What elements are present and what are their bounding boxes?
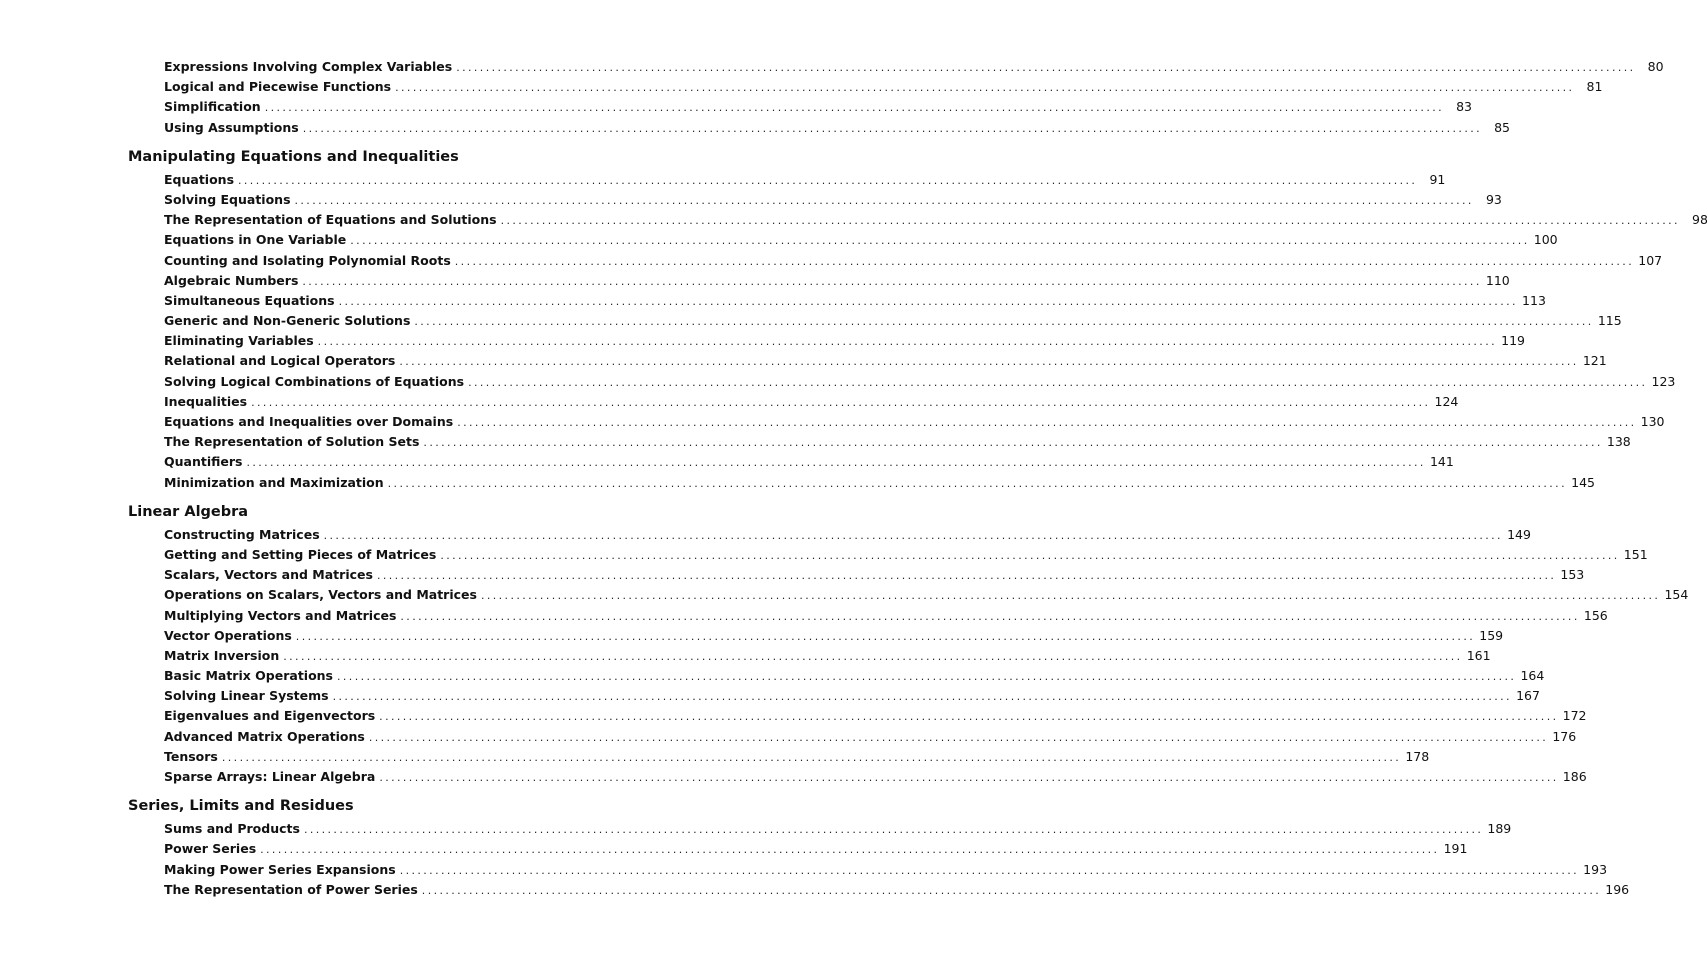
- dot-leader: ........................................................................................................................................................................................................: [323, 528, 1503, 542]
- toc-entry[interactable]: [164, 331, 1525, 351]
- entry-title: Operations on Scalars, Vectors and Matrices: [164, 587, 477, 603]
- toc-entry[interactable]: [164, 545, 1648, 565]
- page-number: 176: [1552, 728, 1577, 744]
- entry-title: Tensors: [164, 748, 218, 764]
- entry-title: Sums and Products: [164, 821, 300, 837]
- page-number: 186: [1562, 769, 1587, 784]
- entry-title: Solving Logical Combinations of Equations: [164, 373, 465, 389]
- dot-leader: ........................................................................................................................................................................................................: [350, 234, 1530, 248]
- dot-leader: ........................................................................................................................................................................................................: [379, 710, 1559, 724]
- toc-entry[interactable]: [164, 230, 1558, 250]
- entry-title: Logical and Piecewise Functions: [164, 79, 392, 95]
- page-number: 119: [1501, 333, 1525, 349]
- section-heading-linear-algebra[interactable]: Linear Algebra: [128, 503, 249, 520]
- entry-title: Making Power Series Expansions: [164, 861, 396, 877]
- page-number: 81: [1586, 79, 1603, 95]
- dot-leader: ........................................................................................................................................................................................................: [317, 335, 1497, 349]
- dot-leader: ........................................................................................................................................................................................................: [399, 355, 1579, 369]
- entry-title: Equations in One Variable: [164, 232, 347, 248]
- entry-title: Eliminating Variables: [164, 333, 314, 349]
- dot-leader: ........................................................................................................................................................................................................: [421, 883, 1602, 897]
- page-number: 93: [1485, 191, 1502, 207]
- dot-leader: ........................................................................................................................................................................................................: [480, 589, 1661, 603]
- page-number: 80: [1647, 59, 1664, 74]
- toc-entry[interactable]: [164, 565, 1585, 585]
- toc-entry[interactable]: [164, 706, 1587, 726]
- page-number: 110: [1485, 272, 1510, 288]
- page-number: 85: [1494, 119, 1511, 135]
- dot-leader: ........................................................................................................................................................................................................: [260, 843, 1440, 857]
- dot-leader: ........................................................................................................................................................................................................: [295, 629, 1476, 643]
- dot-leader: ........................................................................................................................................................................................................: [454, 254, 1635, 268]
- page-number: 121: [1582, 353, 1607, 369]
- toc-entry[interactable]: [164, 473, 1595, 493]
- entry-title: Minimization and Maximization: [164, 474, 384, 490]
- page-number: 107: [1638, 252, 1663, 268]
- entry-title: Sparse Arrays: Linear Algebra: [164, 769, 376, 784]
- dot-leader: ........................................................................................................................................................................................................: [337, 670, 1517, 684]
- entry-title: Inequalities: [164, 393, 248, 409]
- entry-title: Simultaneous Equations: [164, 292, 335, 308]
- dot-leader: ........................................................................................................................................................................................................: [238, 173, 1418, 187]
- page-number: 196: [1605, 881, 1630, 897]
- toc-entry[interactable]: [164, 767, 1587, 787]
- entry-title: Scalars, Vectors and Matrices: [164, 567, 373, 583]
- toc-entry[interactable]: [164, 880, 1630, 900]
- entry-title: Power Series: [164, 841, 257, 857]
- page-number: 178: [1405, 748, 1430, 764]
- dot-leader: ........................................................................................................................................................................................................: [379, 771, 1559, 784]
- entry-title: Simplification: [164, 99, 261, 115]
- page-number: 189: [1487, 821, 1512, 837]
- dot-leader: ........................................................................................................................................................................................................: [468, 375, 1648, 389]
- dot-leader: ........................................................................................................................................................................................................: [303, 823, 1484, 837]
- dot-leader: ........................................................................................................................................................................................................: [302, 274, 1482, 288]
- section-heading-manipulating-equations-and-inequalities[interactable]: Manipulating Equations and Inequalities: [128, 148, 459, 165]
- entry-title: The Representation of Solution Sets: [164, 434, 420, 450]
- dot-leader: ........................................................................................................................................................................................................: [423, 436, 1603, 450]
- toc-entry[interactable]: [164, 626, 1504, 646]
- dot-leader: ........................................................................................................................................................................................................: [332, 690, 1512, 704]
- page-number: 124: [1434, 393, 1459, 409]
- page-number: 149: [1507, 526, 1531, 542]
- toc-entry[interactable]: [164, 646, 1491, 666]
- toc-entry[interactable]: [164, 97, 1473, 117]
- entry-title: Equations and Inequalities over Domains: [164, 414, 454, 429]
- section-heading-series-limits-and-residues[interactable]: Series, Limits and Residues: [128, 798, 354, 815]
- page-number: 115: [1597, 313, 1622, 329]
- toc-entry[interactable]: [164, 666, 1545, 686]
- page-number: 167: [1516, 688, 1540, 704]
- page-number: 172: [1562, 708, 1587, 724]
- entry-title: Vector Operations: [164, 627, 292, 643]
- dot-leader: ........................................................................................................................................................................................................: [387, 476, 1567, 490]
- page-number: 123: [1651, 373, 1676, 389]
- toc-entry[interactable]: [164, 819, 1512, 839]
- dot-leader: ........................................................................................................................................................................................................: [251, 395, 1431, 409]
- page-number: 153: [1560, 567, 1585, 583]
- entry-title: Basic Matrix Operations: [164, 668, 334, 684]
- toc-entry[interactable]: [164, 351, 1607, 371]
- dot-leader: ........................................................................................................................................................................................................: [414, 315, 1594, 329]
- toc-entry[interactable]: [164, 432, 1631, 452]
- entry-title: Solving Linear Systems: [164, 688, 329, 704]
- dot-leader: ........................................................................................................................................................................................................: [395, 81, 1575, 95]
- page-number: 151: [1623, 546, 1648, 562]
- entry-title: Equations: [164, 171, 235, 187]
- dot-leader: ........................................................................................................................................................................................................: [302, 121, 1483, 135]
- toc-entry[interactable]: [164, 686, 1540, 706]
- toc-entry[interactable]: [164, 860, 1608, 880]
- toc-entry[interactable]: [164, 412, 1665, 432]
- page-number: 164: [1520, 668, 1545, 684]
- page-number: 193: [1583, 861, 1608, 877]
- page-number: 98: [1692, 212, 1708, 228]
- toc-entry[interactable]: [164, 291, 1546, 311]
- page-number: 130: [1640, 414, 1665, 429]
- page-number: 100: [1533, 232, 1558, 248]
- entry-title: Getting and Setting Pieces of Matrices: [164, 546, 437, 562]
- toc-entry[interactable]: [164, 452, 1454, 472]
- entry-title: The Representation of Power Series: [164, 881, 418, 897]
- dot-leader: ........................................................................................................................................................................................................: [338, 294, 1518, 308]
- entry-title: Solving Equations: [164, 191, 291, 207]
- entry-title: Quantifiers: [164, 454, 243, 470]
- entry-title: Counting and Isolating Polynomial Roots: [164, 252, 451, 268]
- dot-leader: ........................................................................................................................................................................................................: [500, 214, 1680, 228]
- entry-title: Advanced Matrix Operations: [164, 728, 365, 744]
- dot-leader: ........................................................................................................................................................................................................: [283, 649, 1463, 663]
- dot-leader: ........................................................................................................................................................................................................: [440, 548, 1620, 562]
- entry-title: Relational and Logical Operators: [164, 353, 396, 369]
- page-number: 145: [1571, 474, 1595, 490]
- toc-entry[interactable]: [164, 190, 1502, 210]
- entry-title: The Representation of Equations and Solutions: [164, 212, 497, 228]
- entry-title: Expressions Involving Complex Variables: [164, 59, 453, 74]
- entry-title: Multiplying Vectors and Matrices: [164, 607, 397, 623]
- toc-entry[interactable]: [164, 77, 1603, 97]
- page-number: 113: [1522, 292, 1546, 308]
- toc-entry[interactable]: [164, 727, 1577, 747]
- page-number: 161: [1466, 647, 1491, 663]
- dot-leader: ........................................................................................................................................................................................................: [221, 750, 1402, 764]
- toc-entry[interactable]: [164, 57, 1664, 77]
- dot-leader: ........................................................................................................................................................................................................: [294, 193, 1474, 207]
- toc-entry[interactable]: [164, 372, 1676, 392]
- entry-title: Eigenvalues and Eigenvectors: [164, 708, 376, 724]
- dot-leader: ........................................................................................................................................................................................................: [264, 101, 1445, 115]
- toc-entry[interactable]: [164, 839, 1468, 859]
- table-of-contents: [0, 57, 1708, 900]
- entry-title: Algebraic Numbers: [164, 272, 299, 288]
- dot-leader: ........................................................................................................................................................................................................: [400, 609, 1580, 623]
- page-number: 191: [1443, 841, 1468, 857]
- toc-entry[interactable]: [164, 392, 1459, 412]
- page-number: 156: [1583, 607, 1608, 623]
- page-number: 83: [1456, 99, 1473, 115]
- page-number: 141: [1429, 454, 1454, 470]
- dot-leader: ........................................................................................................................................................................................................: [368, 730, 1549, 744]
- toc-entry[interactable]: [164, 118, 1511, 138]
- page-number: 154: [1664, 587, 1689, 603]
- entry-title: Constructing Matrices: [164, 526, 320, 542]
- toc-entry[interactable]: [164, 606, 1608, 626]
- page-number: 138: [1606, 434, 1631, 450]
- dot-leader: ........................................................................................................................................................................................................: [399, 863, 1580, 877]
- toc-entry[interactable]: [164, 585, 1689, 605]
- toc-entry[interactable]: [164, 170, 1446, 190]
- toc-entry[interactable]: [164, 747, 1430, 767]
- dot-leader: ........................................................................................................................................................................................................: [457, 416, 1637, 429]
- toc-entry[interactable]: [164, 210, 1708, 230]
- toc-entry[interactable]: [164, 525, 1531, 545]
- entry-title: Generic and Non-Generic Solutions: [164, 313, 411, 329]
- dot-leader: ........................................................................................................................................................................................................: [246, 456, 1426, 470]
- dot-leader: ........................................................................................................................................................................................................: [376, 569, 1557, 583]
- toc-entry[interactable]: [164, 271, 1510, 291]
- toc-entry[interactable]: [164, 311, 1622, 331]
- page-number: 159: [1479, 627, 1504, 643]
- entry-title: Using Assumptions: [164, 119, 299, 135]
- entry-title: Matrix Inversion: [164, 647, 280, 663]
- page-number: 91: [1429, 171, 1446, 187]
- toc-entry[interactable]: [164, 251, 1663, 271]
- dot-leader: ........................................................................................................................................................................................................: [456, 61, 1636, 74]
